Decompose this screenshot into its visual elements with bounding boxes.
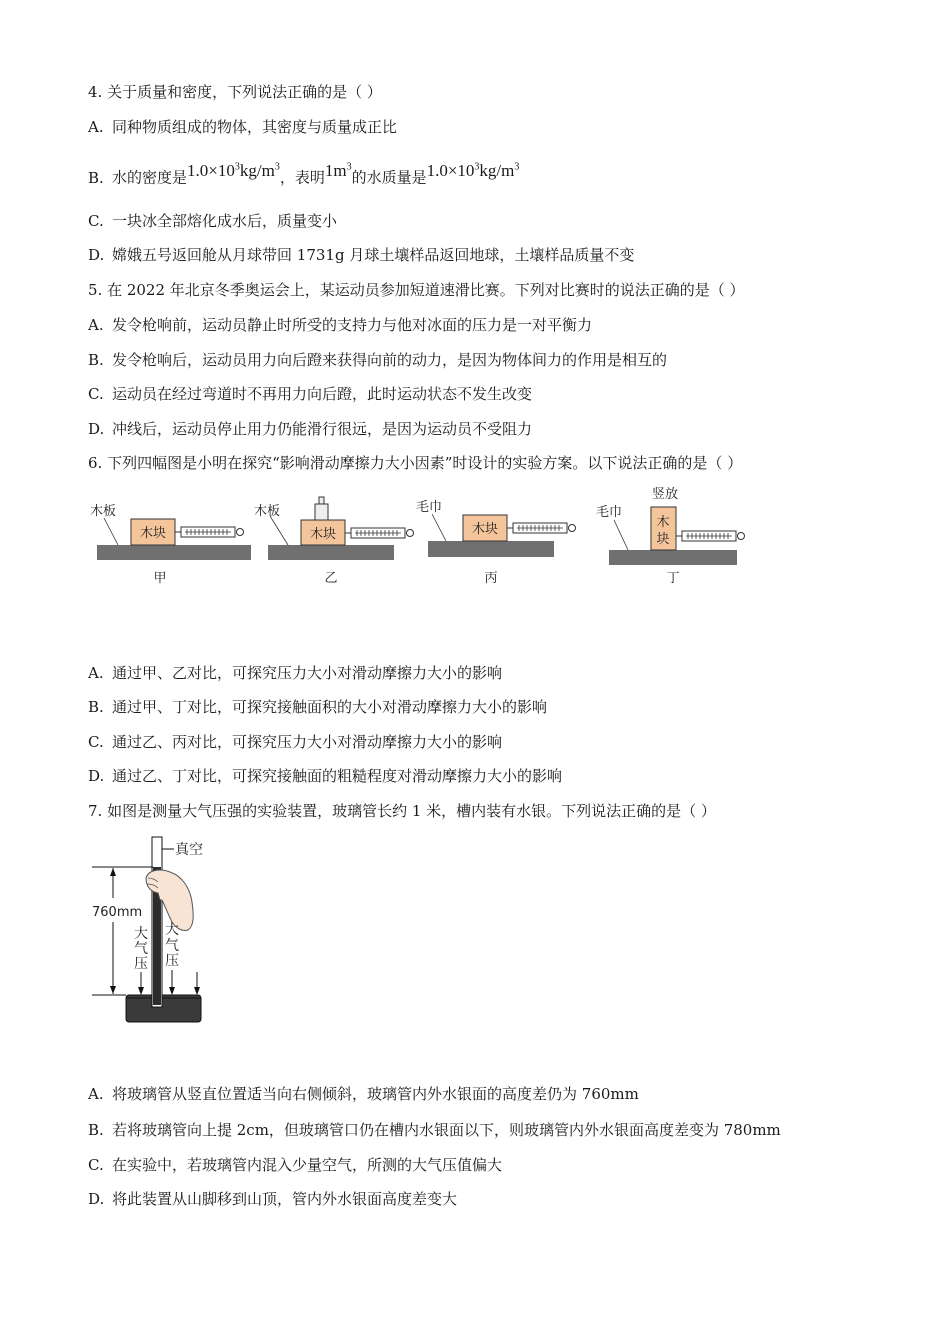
density-value-2: $1.0\times 10^3kg/m^3$	[426, 160, 520, 180]
caption-bing: 丙	[484, 571, 498, 586]
svg-text:气: 气	[134, 941, 148, 957]
q4-stem: 4. 关于质量和密度，下列说法正确的是（ ）	[88, 83, 382, 101]
volume-value: $1m^3$	[324, 160, 352, 180]
svg-text:木块: 木块	[139, 526, 167, 541]
q6-option-d: D. 通过乙、丁对比，可探究接触面的粗糙程度对滑动摩擦力大小的影响	[88, 767, 563, 785]
vacuum-label: 真空	[175, 842, 203, 858]
q7-stem: 7. 如图是测量大气压强的实验装置，玻璃管长约 1 米，槽内装有水银。下列说法正确的是（ ）	[88, 802, 716, 820]
q7-option-d: D. 将此装置从山脚移到山顶，管内外水银面高度差变大	[88, 1190, 458, 1208]
svg-text:气: 气	[165, 938, 179, 954]
weight-icon	[315, 504, 328, 520]
board-yi	[268, 545, 394, 560]
torricelli-apparatus-figure	[88, 832, 228, 1027]
upright-label: 竖放	[651, 487, 679, 502]
setup-ding	[596, 486, 745, 586]
q7-option-c: C. 在实验中，若玻璃管内混入少量空气，所测的大气压值偏大	[88, 1156, 503, 1174]
pressure-arrow-icon	[169, 987, 175, 995]
svg-text:木块: 木块	[471, 522, 499, 537]
spring-scale-bing	[513, 523, 576, 533]
towel-ding	[609, 550, 737, 565]
q5-option-c: C. 运动员在经过弯道时不再用力向后蹬，此时运动状态不发生改变	[88, 385, 533, 403]
svg-text:木: 木	[656, 515, 670, 530]
q5-option-a: A. 发令枪响前，运动员静止时所受的支持力与他对冰面的压力是一对平衡力	[88, 316, 593, 334]
setup-yi	[254, 497, 414, 586]
svg-text:块: 块	[656, 532, 670, 547]
q7-option-b: B. 若将玻璃管向上提 2cm，但玻璃管口仍在槽内水银面以下，则玻璃管内外水银面高度差变为 780mm	[88, 1121, 781, 1139]
q4-option-c: C. 一块冰全部熔化成水后，质量变小	[88, 212, 338, 230]
q6-option-c: C. 通过乙、丙对比，可探究压力大小对滑动摩擦力大小的影响	[88, 733, 503, 751]
surface-label-jia: 木板	[90, 504, 117, 519]
friction-experiment-figure	[80, 482, 760, 590]
surface-label-ding: 毛巾	[596, 505, 623, 520]
q4-option-d: D. 嫦娥五号返回舱从月球带回 1731g 月球土壤样品返回地球，土壤样品质量不变	[88, 246, 635, 264]
surface-label-yi: 木板	[254, 504, 281, 519]
q6-stem: 6. 下列四幅图是小明在探究“影响滑动摩擦力大小因素”时设计的实验方案。以下说法正确的是（ ）	[88, 454, 743, 472]
q6-option-a: A. 通过甲、乙对比，可探究压力大小对滑动摩擦力大小的影响	[88, 664, 503, 682]
svg-text:大: 大	[165, 922, 179, 938]
spring-scale-yi	[351, 528, 414, 538]
spring-scale-ding	[682, 531, 745, 541]
spring-scale-jia	[181, 527, 244, 537]
mercury-trough	[126, 995, 201, 1022]
svg-text:大: 大	[134, 926, 148, 942]
svg-text:压: 压	[134, 956, 148, 972]
pressure-arrow-icon	[138, 987, 144, 995]
q6-option-b: B. 通过甲、丁对比，可探究接触面积的大小对滑动摩擦力大小的影响	[88, 698, 548, 716]
board-jia	[97, 545, 251, 560]
q4-option-a: A. 同种物质组成的物体，其密度与质量成正比	[88, 118, 398, 136]
pressure-arrow-icon	[194, 987, 200, 995]
height-label: 760mm	[92, 905, 143, 920]
q5-option-d: D. 冲线后，运动员停止用力仍能滑行很远，是因为运动员不受阻力	[88, 420, 533, 438]
caption-ding: 丁	[666, 571, 680, 586]
caption-jia: 甲	[153, 571, 167, 586]
q4-option-b: B. 水的密度是$1.0\times 10^3kg/m^3$，表明$1m^3$的水质量是$1.0\times 10^3kg/m^3$	[88, 160, 520, 187]
q5-option-b: B. 发令枪响后，运动员用力向后蹬来获得向前的动力，是因为物体间力的作用是相互的	[88, 351, 668, 369]
q5-stem: 5. 在 2022 年北京冬季奥运会上，某运动员参加短道速滑比赛。下列对比赛时的说法正确的是（ ）	[88, 281, 745, 299]
q7-option-a: A. 将玻璃管从竖直位置适当向右侧倾斜，玻璃管内外水银面的高度差仍为 760mm	[88, 1085, 639, 1103]
towel-bing	[428, 541, 554, 557]
caption-yi: 乙	[324, 571, 338, 586]
svg-text:木块: 木块	[309, 527, 337, 542]
surface-label-bing: 毛巾	[416, 500, 443, 515]
density-value-1: $1.0\times 10^3kg/m^3$	[187, 160, 280, 180]
setup-jia	[90, 503, 251, 586]
setup-bing	[416, 499, 576, 586]
svg-text:压: 压	[165, 953, 179, 969]
